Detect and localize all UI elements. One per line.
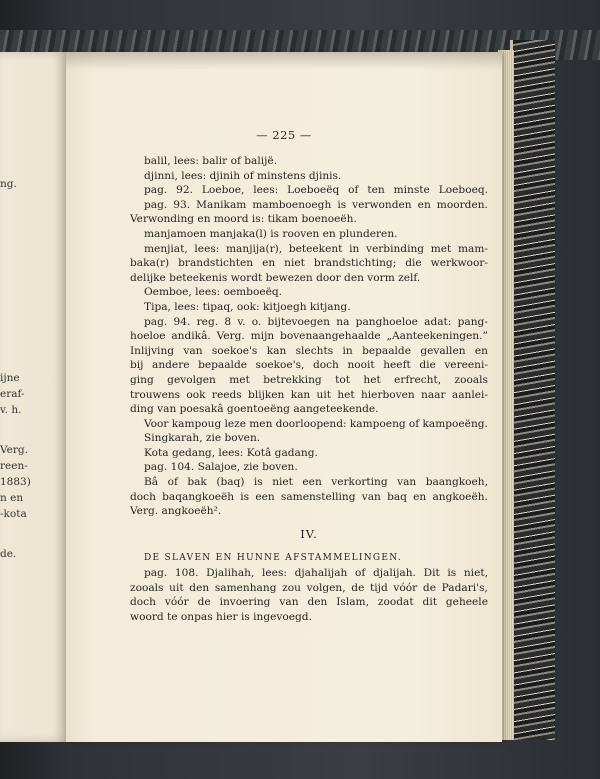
text-line: ging gevolgen met betrekking tot het erfrecht, zooals: [130, 373, 488, 386]
text-line: balil, lees: balir of balijë.: [144, 155, 278, 167]
text-line: ding van poesakâ goentoeëng aangeteekende.: [130, 403, 379, 416]
text-line: bij andere bepaalde soekoe's, doch nooit heeft die vereeni-: [130, 359, 488, 372]
chapter-numeral: IV.: [300, 526, 318, 541]
section-heading: DE SLAVEN EN HUNNE AFSTAMMELINGEN.: [144, 553, 403, 564]
page-body: [130, 154, 488, 624]
text-line: Verg. angkoeëh².: [130, 505, 222, 518]
left-page-fragment: 1883): [0, 476, 31, 488]
text-line: Oemboe, lees: oemboeëq.: [144, 286, 283, 299]
text-line: Singkarah, zie boven.: [144, 432, 261, 445]
marbled-cover: [510, 40, 555, 740]
text-line: Kota gedang, lees: Kotâ gadang.: [144, 446, 318, 459]
text-line: Tipa, lees: tipaq, ook: kitjoegh kitjang.: [144, 300, 351, 313]
left-page-fragment: Verg.: [0, 444, 28, 456]
text-line: doch vóór de invoering van den Islam, zoodat dit geheele: [130, 596, 488, 609]
text-line: Verwonding en moord is: tikam boenoeëh.: [130, 213, 357, 226]
text-line: trouwens ook reeds blijken kan uit het hierboven naar aanlei-: [130, 388, 488, 401]
left-page-fragment: ijne: [0, 372, 20, 384]
left-page-fragment: de.: [0, 548, 17, 560]
text-line: pag. 94. reg. 8 v. o. bijtevoegen na panghoeloe adat: pang-: [144, 315, 488, 328]
text-line: pag. 108. Djalihah, lees: djahalijah of djalijah. Dit is niet,: [144, 567, 488, 580]
page-shadow: [66, 52, 502, 70]
left-page-fragment: -kota: [0, 508, 27, 520]
left-page-fragment: v. h.: [0, 404, 22, 416]
text-line: pag. 92. Loeboe, lees: Loeboeëq of ten minste Loeboeq.: [144, 184, 488, 197]
text-line: pag. 104. Salajoe, zie boven.: [144, 461, 298, 474]
text-line: Bâ of bak (baq) is niet een verkorting van baangkoeh,: [144, 476, 488, 489]
left-page-fragment: eraf-: [0, 388, 25, 400]
text-line: doch baqangkoeëh is een samenstelling van baq en angkoeëh.: [130, 490, 488, 503]
text-line: djinni, lees: djinih of minstens djinis.: [144, 169, 342, 182]
text-line: hoeloe andikâ. Verg. mijn bovenaangehaalde „Aanteekeningen.”: [130, 330, 488, 343]
left-page-fragment: reen-: [0, 460, 28, 472]
book-page: [66, 52, 502, 742]
left-page: [0, 52, 68, 742]
text-line: delijke beteekenis wordt bewezen door den vorm zelf.: [130, 271, 421, 284]
left-page-fragment: n en: [0, 492, 24, 504]
left-page-fragment: ng.: [0, 178, 17, 190]
text-line: woord te onpas hier is ingevoegd.: [130, 610, 312, 623]
text-line: manjamoen manjaka(l) is rooven en plunderen.: [144, 227, 398, 240]
page-number: — 225 —: [256, 128, 312, 142]
text-line: Voor kampoug leze men doorloopend: kampoeng of kampoeëng.: [144, 417, 488, 430]
text-line: Inlijving van soekoe's kan slechts in bepaalde gevallen en: [130, 344, 488, 357]
text-line: pag. 93. Manikam mamboenoegh is verwonden en moorden.: [144, 198, 488, 211]
text-line: menjiat, lees: manjija(r), beteekent in verbinding met mam-: [144, 242, 488, 255]
text-line: baka(r) brandstichten en niet brandstichting; die werkwoor-: [130, 257, 488, 270]
text-line: zooals uit den samenhang zou volgen, de tijd vóór de Padari's,: [130, 581, 488, 594]
